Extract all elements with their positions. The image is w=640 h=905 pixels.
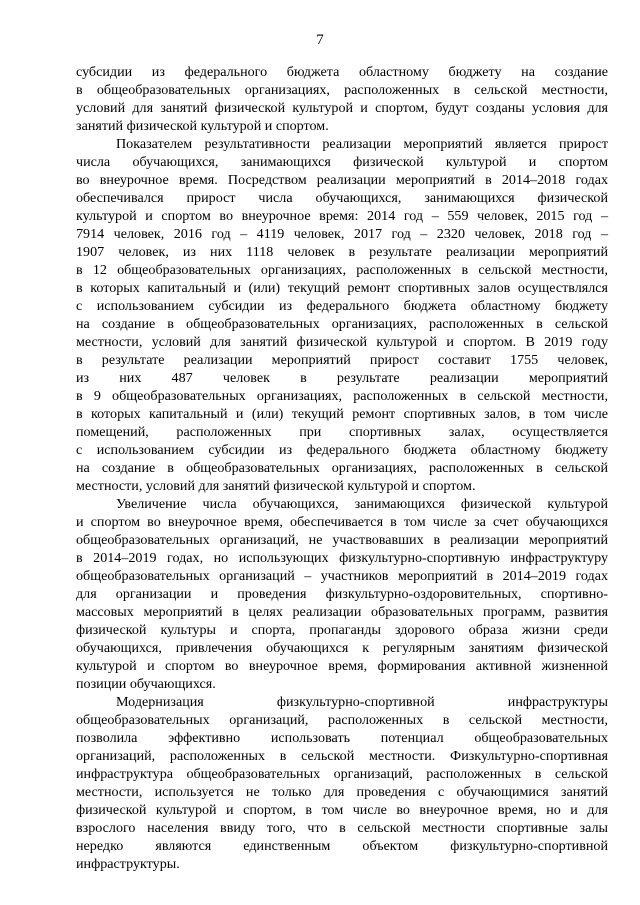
text-line: культурой и спортом во внеурочное время, формирования активной жизненной — [76, 658, 608, 674]
text-line: на создание в общеобразовательных организациях, расположенных в сельской — [76, 460, 608, 476]
document-body — [76, 63, 608, 873]
text-line: общеобразовательных организаций, расположенных в сельской местности, — [76, 712, 608, 728]
text-line: помещений, расположенных при спортивных залах, осуществляется — [76, 424, 608, 440]
page-number: 7 — [316, 32, 324, 48]
text-line: субсидии из федерального бюджета областному бюджету на создание — [76, 64, 608, 80]
text-line: физической культуры и спорта, пропаганды здорового образа жизни среди — [76, 622, 608, 638]
text-line: местности, используется не только для проведения с обучающимися занятий — [76, 784, 608, 800]
text-line: 7914 человек, 2016 год – 4119 человек, 2017 год – 2320 человек, 2018 год – — [76, 226, 608, 242]
text-line: в общеобразовательных организациях, расположенных в сельской местности, — [76, 82, 608, 98]
text-line: из них 487 человек в результате реализации мероприятий — [76, 370, 608, 386]
text-line: на создание в общеобразовательных организациях, расположенных в сельской — [76, 316, 608, 332]
text-line: инфраструктура общеобразовательных организаций, расположенных в сельской — [76, 766, 608, 782]
text-line: 1907 человек, из них 1118 человек в результате реализации мероприятий — [76, 244, 608, 260]
text-line: обеспечивался прирост числа обучающихся, занимающихся физической — [76, 190, 608, 206]
text-line: организаций, расположенных в сельской местности. Физкультурно-спортивная — [76, 748, 608, 764]
text-line: позиции обучающихся. — [76, 676, 216, 692]
text-line: в результате реализации мероприятий прирост составит 1755 человек, — [76, 352, 608, 368]
text-line: обучающихся, привлечения обучающихся к регулярным занятиям физической — [76, 640, 608, 656]
text-line: в которых капитальный и (или) текущий ремонт спортивных залов, в том числе — [76, 406, 608, 422]
text-line: физической культурой и спортом, в том числе во внеурочное время, но и для — [76, 802, 608, 818]
text-line: нередко являются единственным объектом физкультурно-спортивной — [76, 838, 608, 854]
text-line: позволила эффективно использовать потенциал общеобразовательных — [76, 730, 608, 746]
text-line: с использованием субсидии из федерального бюджета областному бюджету — [76, 442, 608, 458]
paragraph-2 — [76, 135, 608, 495]
text-line: Модернизация физкультурно-спортивной инфраструктуры — [116, 694, 608, 710]
text-line: числа обучающихся, занимающихся физической культурой и спортом — [76, 154, 608, 170]
text-line: с использованием субсидии из федерального бюджета областному бюджету — [76, 298, 608, 314]
text-line: во внеурочное время. Посредством реализации мероприятий в 2014–2018 годах — [76, 172, 608, 188]
text-line: взрослого населения ввиду того, что в сельской местности спортивные залы — [76, 820, 608, 836]
paragraph-3 — [76, 495, 608, 693]
text-line: в 2014–2019 годах, но использующих физкультурно-спортивную инфраструктуру — [76, 550, 608, 566]
text-line: культурой и спортом во внеурочное время: 2014 год – 559 человек, 2015 год – — [76, 208, 608, 224]
text-line: и спортом во внеурочное время, обеспечивается в том числе за счет обучающихся — [76, 514, 608, 530]
paragraph-4 — [76, 693, 608, 873]
text-line: Показателем результативности реализации мероприятий является прирост — [116, 136, 608, 152]
text-line: в которых капитальный и (или) текущий ремонт спортивных залов осуществлялся — [76, 280, 608, 296]
text-line: инфраструктуры. — [76, 856, 180, 872]
text-line: массовых мероприятий в целях реализации образовательных программ, развития — [76, 604, 608, 620]
text-line: в 9 общеобразовательных организациях, расположенных в сельской местности, — [76, 388, 608, 404]
paragraph-1 — [76, 63, 608, 135]
text-line: Увеличение числа обучающихся, занимающихся физической культурой — [116, 496, 608, 512]
text-line: общеобразовательных организаций – участников мероприятий в 2014–2019 годах — [76, 568, 608, 584]
text-line: для организации и проведения физкультурно-оздоровительных, спортивно- — [76, 586, 608, 602]
text-line: местности, условий для занятий физической культурой и спортом. — [76, 478, 476, 494]
text-line: общеобразовательных организаций, не участвовавших в реализации мероприятий — [76, 532, 608, 548]
text-line: условий для занятий физической культурой и спортом, будут созданы условия для — [76, 100, 608, 116]
text-line: в 12 общеобразовательных организациях, расположенных в сельской местности, — [76, 262, 608, 278]
text-line: местности, условий для занятий физической культурой и спортом. В 2019 году — [76, 334, 608, 350]
text-line: занятий физической культурой и спортом. — [76, 118, 329, 134]
